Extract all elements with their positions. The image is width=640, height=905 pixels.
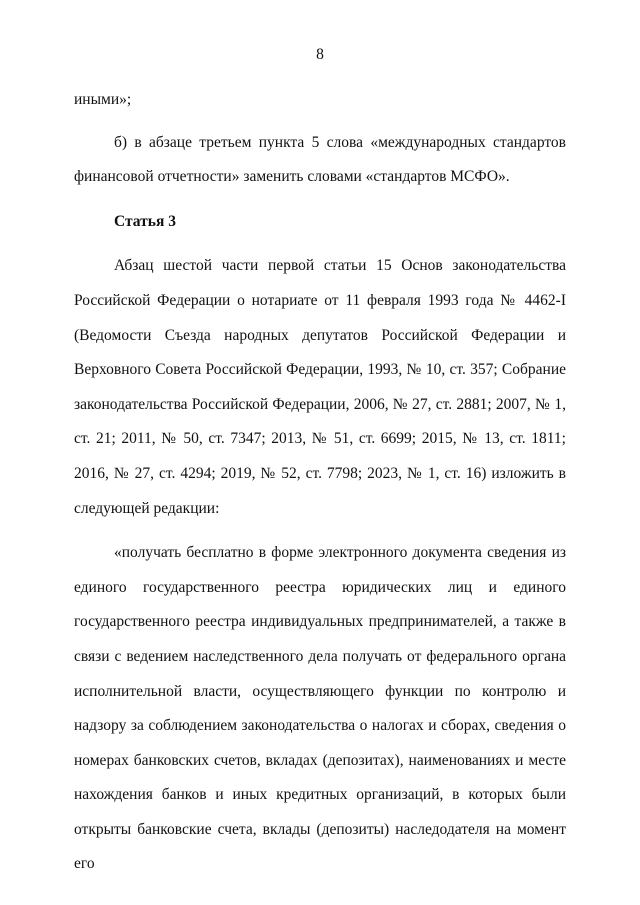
document-body	[74, 83, 566, 882]
paragraph-article-body: Абзац шестой части первой статьи 15 Основ законодательства Российской Федерации о нотариате от 11 февраля 1993 года № 4462-I (Ведомости Съезда народных депутатов Российской Федерации и Верховного Совета Российской Федерации, 1993, № 10, ст. 357; Собрание законодательства Российской Федерации, 2006, № 27, ст. 2881; 2007, № 1, ст. 21; 2011, № 50, ст. 7347; 2013, № 51, ст. 6699; 2015, № 13, ст. 1811; 2016, № 27, ст. 4294; 2019, № 52, ст. 7798; 2023, № 1, ст. 16) изложить в следующей редакции:	[74, 257, 566, 517]
paragraph-continuation: иными»;	[74, 91, 132, 108]
page-number: 8	[316, 46, 324, 63]
paragraph-quoted-text: «получать бесплатно в форме электронного документа сведения из единого государственного реестра юридических лиц и единого государственного реестра индивидуальных предпринимателей, а также в связи с ведением наследственного дела получать от федерального органа исполнительной власти, осуществляющего функции по контролю и надзору за соблюдением законодательства о налогах и сборах, сведения о номерах банковских счетов, вкладах (депозитах), наименованиях и месте нахождения банков и иных кредитных организаций, в которых были открыты банковские счета, вклады (депозиты) наследодателя на момент его	[74, 544, 566, 873]
paragraph-amendment-b: б) в абзаце третьем пункта 5 слова «международных стандартов финансовой отчетности» заменить словами «стандартов МСФО».	[74, 133, 566, 186]
article-heading: Статья 3	[114, 212, 176, 230]
